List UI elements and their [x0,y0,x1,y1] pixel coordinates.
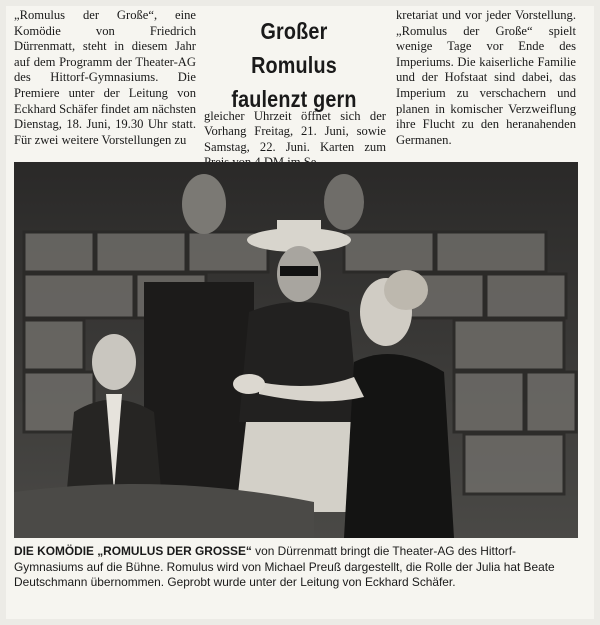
article-text-2: gleicher Uhrzeit öffnet sich der Vorhang Freitag, 21. Juni, sowie Samstag, 22. Juni. Karten zum [204,108,386,154]
article-column-1 [14,8,196,148]
article-text-1: „Romulus der Große“, eine Komödie von Friedrich Dürrenmatt, steht in diesem Jahr auf dem Programm der Theater-AG des Hittorf-Gymnasiums. Die Premiere unter der Leitung von Eckhard Schäfer findet am nächsten Dienstag, 18. Juni, 19.30 Uhr statt. Für zwei weitere Vorstellungen zu [14,8,196,147]
article-text-3: kretariat und vor jeder Vorstellung. „Romulus der Große“ spielt wenige Tage vor Ende des Imperiums. Die kaiserliche Familie und der Hofstaat sind dabei, das Imperium zu verschachern und planen in komischer Verzweiflung ihre Flucht zu den heranahenden Germanen. [396,8,576,147]
headline-line-2: faulenzt gern [231,86,357,112]
stage-photo [14,162,578,538]
headline-line-1: Großer Romulus [251,18,337,78]
caption-lead: DIE KOMÖDIE „ROMULUS DER GROSSE“ [14,544,252,558]
caption-text: von Dürrenmatt bringt die Theater-AG des Hittorf-Gymnasiums auf die Bühne. Romulus wird von Michael Preuß dargestellt, die Rolle der Julia hat Beate Deutschmann übernommen. Geprobt wurde unter der Leitung von Eckhard Schäfer. [14,544,555,590]
photo-caption [14,544,580,591]
stage-photo-illustration [14,162,578,538]
article-column-3 [396,8,576,148]
